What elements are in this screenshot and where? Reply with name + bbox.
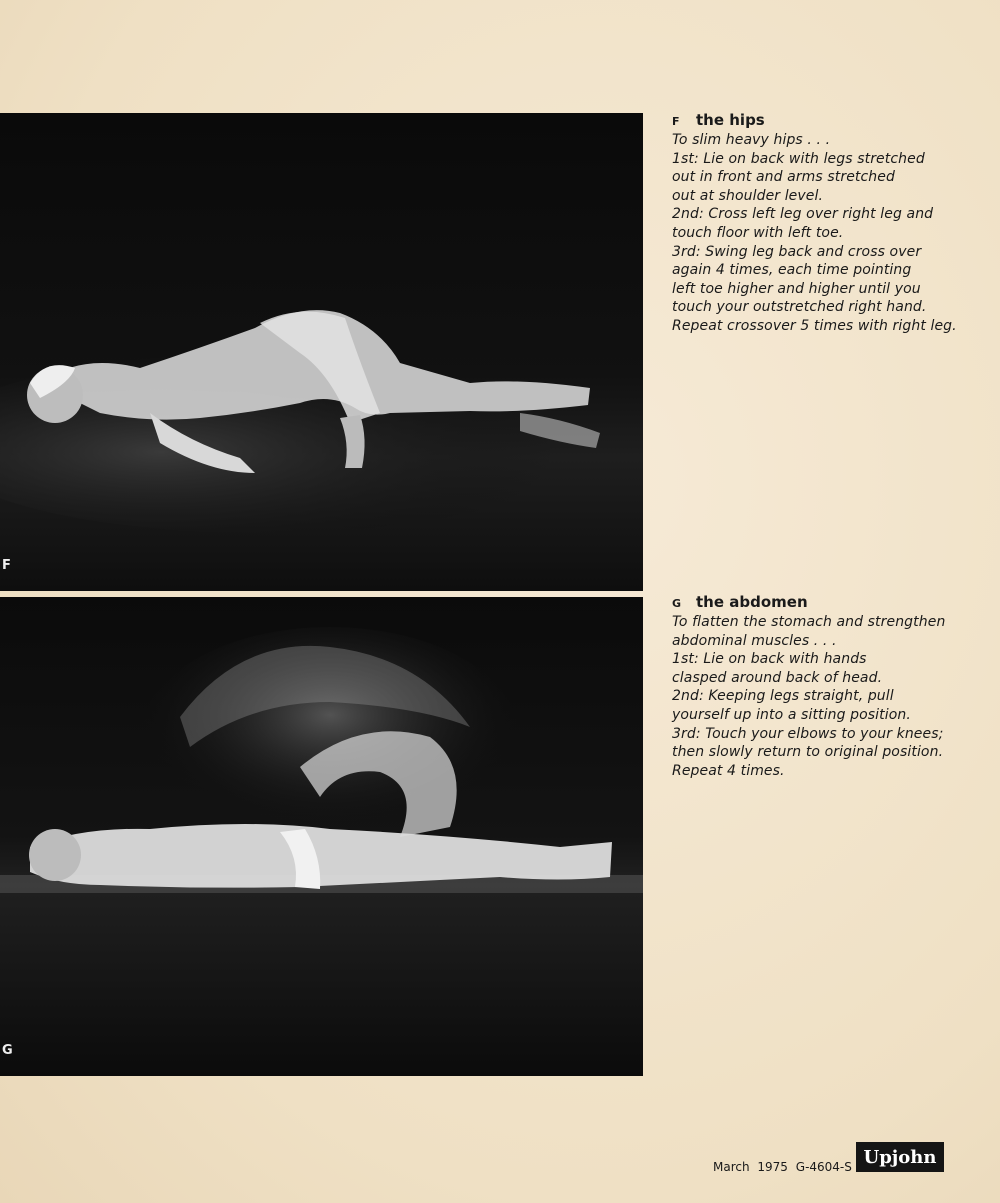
- footer-code: G-4604-S: [795, 1160, 852, 1174]
- section-hips-intro: To slim heavy hips . . .: [672, 132, 831, 148]
- section-abdomen: [672, 593, 972, 780]
- section-hips-heading: [672, 111, 972, 129]
- section-abdomen-title: the abdomen: [696, 593, 808, 611]
- section-hips: [672, 111, 972, 336]
- section-hips-title: the hips: [696, 111, 765, 129]
- photo-g-label: G: [2, 1043, 13, 1058]
- photo-f: [0, 113, 643, 591]
- section-abdomen-heading: [672, 593, 972, 611]
- instruction-line: again 4 times, each time pointing: [672, 262, 912, 279]
- instruction-line: yourself up into a sitting position.: [672, 706, 911, 723]
- instruction-line: Repeat crossover 5 times with right leg.: [672, 317, 957, 334]
- instruction-line: out at shoulder level.: [672, 187, 824, 204]
- instruction-line: left toe higher and higher until you: [672, 280, 921, 297]
- section-abdomen-letter: G: [672, 597, 682, 610]
- footer-date: March 1975: [713, 1160, 788, 1174]
- upjohn-logo: Upjohn: [856, 1142, 944, 1172]
- photo-f-label: F: [2, 558, 11, 573]
- instruction-line: touch floor with left toe.: [672, 224, 844, 241]
- footer-publication-code: [713, 1160, 852, 1174]
- photo-g: [0, 597, 643, 1076]
- section-hips-letter: F: [672, 115, 680, 128]
- instruction-line: 1st: Lie on back with hands: [672, 651, 867, 668]
- section-abdomen-intro: To flatten the stomach and strengthen: [672, 614, 946, 630]
- instruction-line: 2nd: Keeping legs straight, pull: [672, 688, 894, 705]
- instruction-line: abdominal muscles . . .: [672, 632, 837, 649]
- photo-f-figure-illustration: [0, 113, 643, 591]
- photo-g-figure-illustration: [0, 597, 643, 1076]
- instruction-line: then slowly return to original position.: [672, 744, 944, 761]
- instruction-line: 2nd: Cross left leg over right leg and: [672, 206, 934, 223]
- instruction-line: clasped around back of head.: [672, 669, 883, 686]
- instruction-line: 1st: Lie on back with legs stretched: [672, 150, 925, 167]
- instruction-line: 3rd: Touch your elbows to your knees;: [672, 725, 944, 742]
- instruction-line: touch your outstretched right hand.: [672, 299, 927, 316]
- instruction-line: 3rd: Swing leg back and cross over: [672, 243, 922, 260]
- instruction-line: out in front and arms stretched: [672, 169, 895, 186]
- instruction-line: Repeat 4 times.: [672, 762, 785, 779]
